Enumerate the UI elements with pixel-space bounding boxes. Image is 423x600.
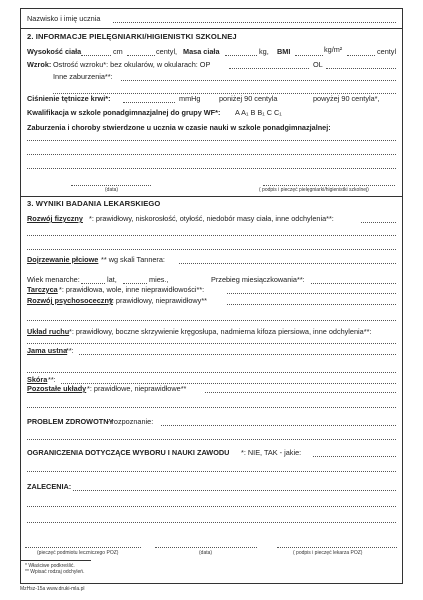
systems-text: *: prawidłowe, nieprawidłowe** (87, 384, 187, 393)
bmi-label: BMI (277, 47, 291, 56)
menarche-years-label: lat, (107, 275, 117, 284)
other-disorders-label: Inne zaburzenia**: (53, 72, 113, 81)
doctor-signature-field[interactable] (277, 547, 397, 548)
bmi-centile-field[interactable] (347, 55, 375, 56)
other-disorders-field[interactable] (121, 80, 396, 81)
mouth-line-2[interactable] (27, 372, 396, 373)
puberty-field[interactable] (179, 263, 396, 264)
section2-title: 2. INFORMACJE PIELĘGNIARKI/HIGIENISTKI SZKOLNEJ (27, 32, 237, 41)
physical-label: Rozwój fizyczny (27, 214, 83, 223)
skin-text: **: (48, 375, 56, 384)
menarche-years-field[interactable] (81, 283, 105, 284)
motor-line-2[interactable] (27, 343, 396, 344)
student-name-field[interactable] (113, 22, 396, 23)
bp-label: Ciśnienie tętnicze krwi*: (27, 94, 111, 103)
height-unit: cm (113, 47, 123, 56)
recommendations-field[interactable] (73, 490, 396, 491)
psycho-line-2[interactable] (27, 320, 396, 321)
pe-group-label: Kwalifikacja w szkole ponadgimnazjalnej do grupy WF*: (27, 108, 221, 117)
menstrual-label: Przebieg miesiączkowania**: (211, 275, 305, 284)
recommendations-line-3[interactable] (27, 522, 396, 523)
physical-line-3[interactable] (27, 249, 396, 250)
bmi-field[interactable] (295, 55, 323, 56)
psycho-text: *: prawidłowy, nieprawidłowy** (109, 296, 208, 305)
height-label: Wysokość ciała (27, 47, 82, 56)
footnote-2: ** Wpisać rodzaj odchyleń. (25, 569, 85, 575)
mouth-field[interactable] (79, 354, 396, 355)
weight-unit: kg, (259, 47, 269, 56)
pe-group-options[interactable]: A A₁ B B₁ C C₁ (235, 108, 282, 117)
mouth-text: **: (66, 346, 74, 355)
weight-field[interactable] (225, 55, 257, 56)
form-page (20, 8, 403, 584)
physical-text: *: prawidłowy, niskorosłość, otyłość, niedobór masy ciała, inne odchylenia**: (89, 214, 334, 223)
doctor-signature-caption: ( podpis i pieczęć lekarza POZ) (293, 550, 363, 556)
student-name-label: Nazwisko i imię ucznia (27, 14, 101, 23)
bp-above-option[interactable]: powyżej 90 centyla*, (313, 94, 380, 103)
mouth-label: Jama ustna (27, 346, 68, 355)
health-problem-text: - rozpoznanie: (107, 417, 154, 426)
bmi-unit: kg/m² (324, 45, 343, 54)
menarche-months-field[interactable] (123, 283, 147, 284)
vision-ol-label: OL (313, 60, 323, 69)
doctor-date-caption: (data) (199, 550, 213, 556)
psycho-label: Rozwój psychosoceczny (27, 296, 113, 305)
health-problem-field[interactable] (161, 425, 396, 426)
bp-field[interactable] (123, 102, 175, 103)
section3-title: 3. WYNIKI BADANIA LEKARSKIEGO (27, 199, 161, 208)
bmi-centile-label: centyl (377, 47, 397, 56)
thyroid-label: Tarczyca (27, 285, 58, 294)
poz-stamp-caption: (pieczęć podmiotu leczniczego POZ) (37, 550, 119, 556)
height-field[interactable] (81, 55, 111, 56)
footnote-1: * Właściwe podkreślić. (25, 563, 75, 569)
footnote-rule (21, 560, 91, 561)
bp-below-option[interactable]: poniżej 90 centyla (219, 94, 278, 103)
menstrual-field[interactable] (311, 283, 396, 284)
recommendations-label: ZALECENIA: (27, 482, 72, 491)
physical-line-2[interactable] (27, 235, 396, 236)
thyroid-field[interactable] (227, 293, 396, 294)
physical-field[interactable] (361, 222, 396, 223)
limitations-text: *: NIE, TAK - jakie: (241, 448, 302, 457)
diseases-line-2[interactable] (27, 154, 396, 155)
diseases-line-3[interactable] (27, 168, 396, 169)
poz-stamp-field[interactable] (25, 547, 141, 548)
nurse-date-caption: (data) (105, 187, 119, 193)
vision-op-field[interactable] (229, 68, 309, 69)
systems-field[interactable] (205, 392, 396, 393)
nurse-date-field[interactable] (71, 185, 151, 186)
recommendations-line-2[interactable] (27, 506, 396, 507)
limitations-field[interactable] (313, 456, 396, 457)
nurse-signature-caption: ( podpis i pieczęć pielęgniarki/higienistki szkolnej) (259, 187, 369, 193)
doctor-date-field[interactable] (155, 547, 257, 548)
skin-label: Skóra (27, 375, 48, 384)
vision-text: Ostrość wzroku*: bez okularów, w okularach: OP (53, 60, 211, 69)
puberty-text: ** wg skali Tannera: (101, 255, 165, 264)
systems-line-2[interactable] (27, 407, 396, 408)
limitations-line-2[interactable] (27, 471, 396, 472)
health-problem-line-2[interactable] (27, 439, 396, 440)
height-centile-label: centyl, (156, 47, 178, 56)
thyroid-text: *: prawidłowa, wole, inne nieprawidłowości**: (59, 285, 205, 294)
bp-unit: mmHg (179, 94, 201, 103)
publisher-code: MzHsz-15a www.druki-mla.pl (20, 586, 85, 592)
diseases-label: Zaburzenia i choroby stwierdzone u ucznia w czasie nauki w szkole ponadgimnazjalnej: (27, 123, 331, 132)
divider (21, 28, 402, 29)
puberty-label: Dojrzewanie płciowe (27, 255, 99, 264)
vision-label: Wzrok: (27, 60, 52, 69)
nurse-signature-field[interactable] (263, 185, 395, 186)
menarche-months-label: mies., (149, 275, 169, 284)
menarche-label: Wiek menarche: (27, 275, 80, 284)
motor-text: *: prawidłowy, boczne skrzywienie kręgosłupa, nadmierna kifoza piersiowa, inne odchylenia**: (69, 327, 372, 336)
motor-label: Układ ruchu (27, 327, 70, 336)
limitations-label: OGRANICZENIA DOTYCZĄCE WYBORU I NAUKI ZAWODU (27, 448, 230, 457)
diseases-line-1[interactable] (27, 140, 396, 141)
divider (21, 196, 402, 197)
vision-ol-field[interactable] (326, 68, 396, 69)
psycho-field[interactable] (227, 304, 396, 305)
health-problem-label: PROBLEM ZDROWOTNY (27, 417, 114, 426)
height-centile-field[interactable] (127, 55, 155, 56)
weight-label: Masa ciała (183, 47, 220, 56)
systems-label: Pozostałe układy (27, 384, 87, 393)
